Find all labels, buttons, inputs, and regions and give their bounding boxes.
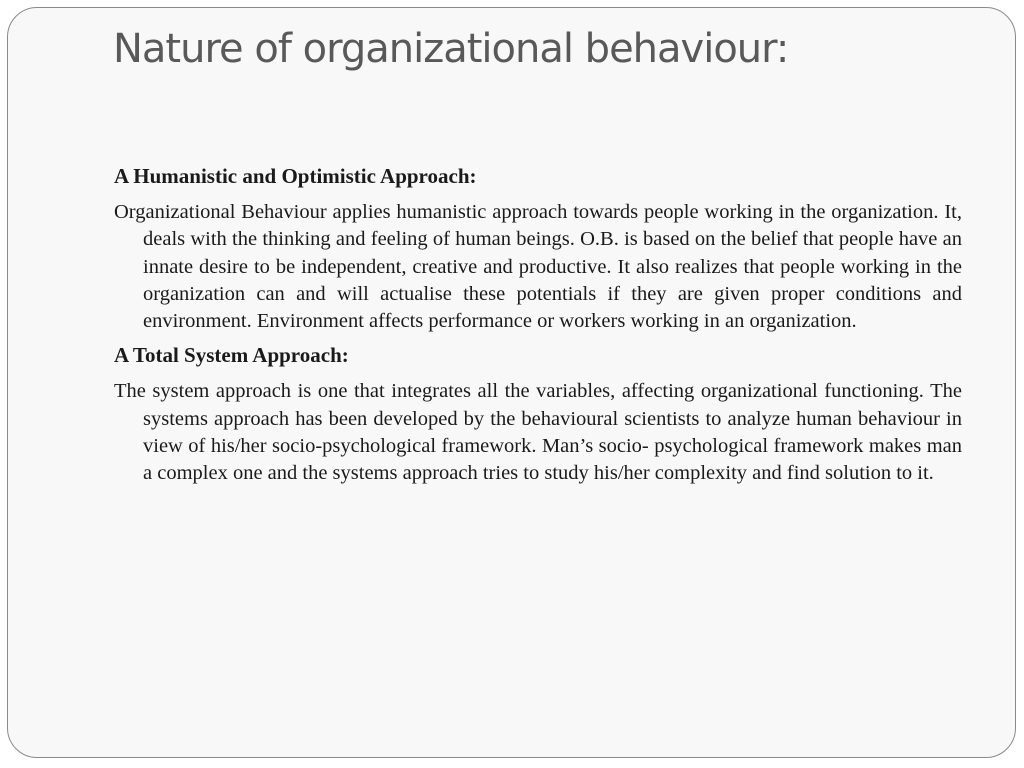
section-paragraph-system: The system approach is one that integrates all the variables, affecting organizational functioning. The systems approach has been developed by the behavioural scientists to analyze human behaviour in view of his/her socio-psychological framework. Man’s socio- psychological framework makes man a complex one and the systems approach tries to study his/her complexity and find solution to it. — [114, 380, 962, 485]
section-heading-system: A Total System Approach: — [114, 343, 349, 368]
slide-title: Nature of organizational behaviour: — [113, 26, 789, 72]
section-heading-humanistic: A Humanistic and Optimistic Approach: — [114, 164, 477, 188]
section-paragraph-humanistic: Organizational Behaviour applies humanistic approach towards people working in the organization. It, deals with the thinking and feeling of human beings. O.B. is based on the belief that people have an innate desire to be independent, creative and productive. It also realizes that people working in the organization can and will actualise these potentials if they are given proper conditions and environment. Environment affects performance or workers working in an organization. — [114, 201, 962, 333]
slide-content — [114, 163, 962, 488]
